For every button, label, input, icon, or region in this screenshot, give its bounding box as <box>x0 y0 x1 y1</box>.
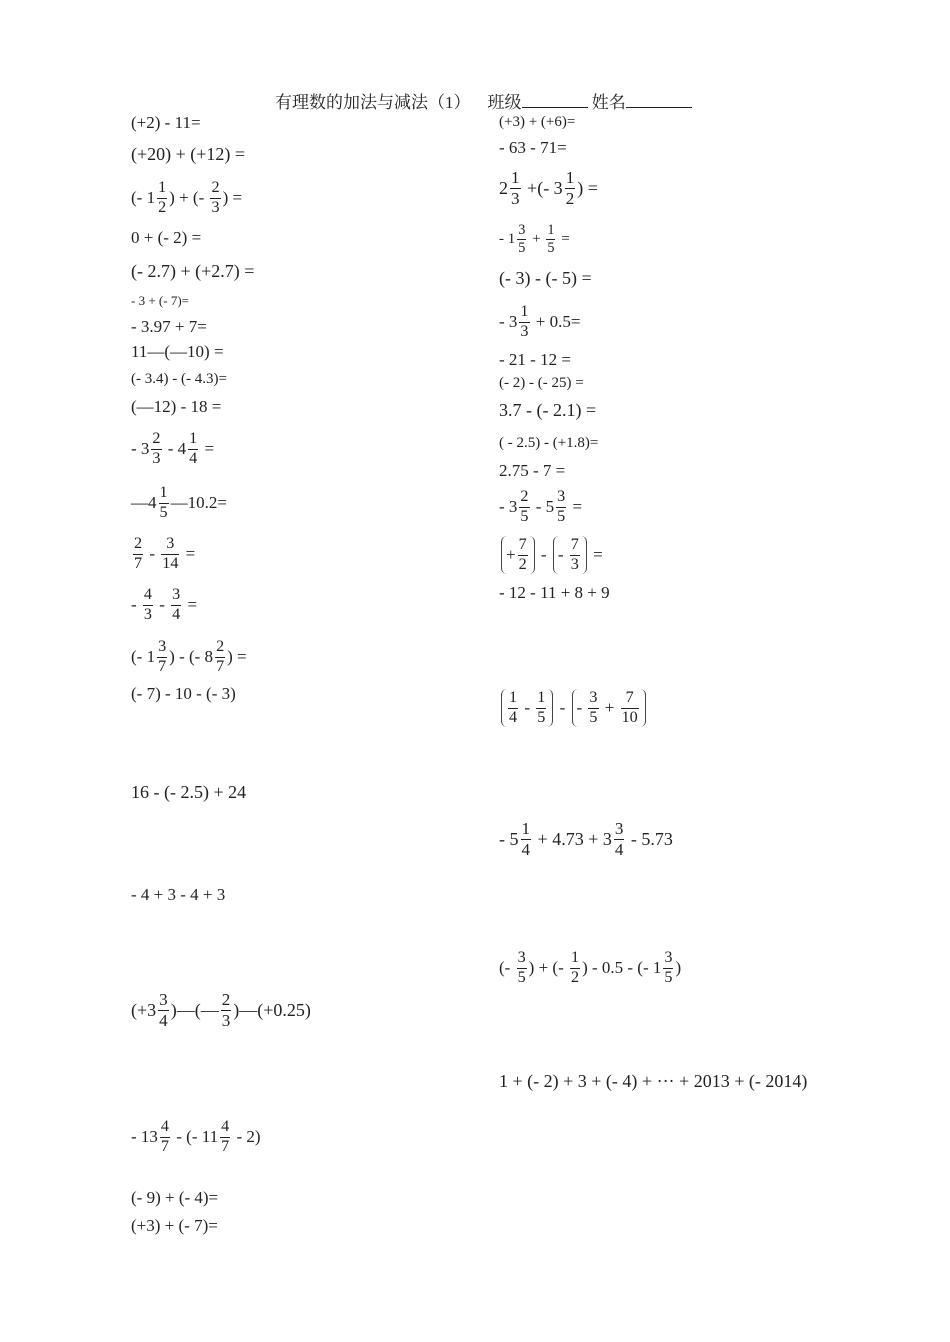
numerator: 3 <box>159 989 168 1009</box>
denominator: 5 <box>520 507 529 525</box>
numerator: 3 <box>614 818 624 838</box>
denominator: 2 <box>158 198 167 216</box>
numerator: 1 <box>570 948 580 966</box>
denominator: 7 <box>158 657 167 675</box>
expr-text: - <box>155 595 170 614</box>
denominator: 3 <box>143 605 152 623</box>
exercise <box>499 164 598 212</box>
exercise <box>499 485 582 529</box>
numerator: 7 <box>518 535 527 553</box>
exercise <box>131 342 224 362</box>
expr-text: - 1 <box>499 230 516 247</box>
expr-text: - 4 + 3 - 4 + 3 <box>131 885 226 904</box>
expr-text: ) <box>675 958 682 977</box>
fraction <box>521 820 532 859</box>
expr-text: ) + (- <box>528 958 568 977</box>
denominator: 3 <box>511 188 520 208</box>
exercise <box>499 583 610 603</box>
fraction <box>221 991 232 1030</box>
numerator: 2 <box>216 637 225 655</box>
numerator: 1 <box>509 688 518 706</box>
exercise <box>131 531 195 577</box>
denominator: 2 <box>518 555 527 573</box>
fraction <box>220 1119 230 1156</box>
exercise <box>131 480 227 526</box>
numerator: 2 <box>520 487 529 505</box>
expr-text: ) + (- <box>169 188 209 207</box>
expr-text: - 13 <box>131 1127 158 1146</box>
expr-text: - 5 <box>499 828 519 849</box>
exercise <box>131 634 247 680</box>
expr-text: + 0.5= <box>531 312 581 331</box>
denominator: 10 <box>621 708 638 726</box>
expr-text: = <box>200 439 215 458</box>
denominator: 2 <box>570 968 580 986</box>
expr-text: - 21 - 12 = <box>499 350 571 369</box>
expr-text: - 3.97 + 7= <box>131 317 207 336</box>
exercise <box>131 175 242 221</box>
fraction <box>133 536 143 573</box>
expr-text: - <box>576 698 587 717</box>
expr-text: ( - 2.5) - (+1.8)= <box>499 434 599 451</box>
expr-text: - 3 + (- 7)= <box>131 293 189 308</box>
expr-text: 2 <box>499 177 508 198</box>
fraction <box>157 180 167 217</box>
worksheet-title: 有理数的加法与减法（1） <box>275 93 471 112</box>
exercise <box>499 432 598 454</box>
exercise <box>131 143 245 165</box>
expr-text: ) = <box>222 188 243 207</box>
numerator: 1 <box>159 483 168 501</box>
exercise <box>131 781 246 803</box>
fraction <box>570 537 580 574</box>
fraction <box>160 1119 170 1156</box>
exercise <box>131 317 207 337</box>
expr-text: (- 9) + (- 4)= <box>131 1188 219 1207</box>
expr-text: - 3 <box>131 439 150 458</box>
fraction <box>143 587 153 624</box>
expr-text: (- 1 <box>131 647 156 666</box>
expr-text: ) = <box>227 647 247 666</box>
expr-text: (—12) - 18 = <box>131 397 222 416</box>
fraction <box>536 690 546 727</box>
expr-text: (- <box>499 958 515 977</box>
fraction <box>570 950 580 987</box>
numerator: 1 <box>189 429 198 447</box>
fraction <box>215 639 225 676</box>
name-blank[interactable] <box>626 92 692 108</box>
expr-text: - 4 <box>163 439 187 458</box>
numerator: 2 <box>152 429 161 447</box>
exercise <box>131 292 189 310</box>
absolute-value-group <box>572 689 646 728</box>
denominator: 4 <box>521 839 531 859</box>
expr-text: (- 7) - 10 - (- 3) <box>131 684 236 703</box>
exercise <box>131 684 236 704</box>
expr-text: - <box>520 698 535 717</box>
exercise <box>499 398 596 422</box>
expr-text: = <box>588 545 603 564</box>
denominator: 5 <box>518 239 526 256</box>
expr-text: ) - 0.5 - (- 1 <box>582 958 662 977</box>
exercise <box>131 425 214 473</box>
denominator: 14 <box>162 554 179 572</box>
expr-text: = <box>557 230 570 247</box>
expr-text: (- 3.4) - (- 4.3)= <box>131 370 227 387</box>
exercise <box>131 884 225 906</box>
exercise <box>499 350 571 370</box>
exercise <box>499 138 567 158</box>
exercise <box>499 373 584 393</box>
expr-text: —10.2= <box>170 493 227 512</box>
expr-text: - <box>555 698 570 717</box>
fraction <box>556 489 566 526</box>
expr-text: (+2) - 11= <box>131 113 201 132</box>
fraction <box>614 820 625 859</box>
exercise <box>499 531 603 579</box>
fraction <box>588 690 598 727</box>
denominator: 5 <box>589 708 598 726</box>
expr-text: (- 2.7) + (+2.7) = <box>131 260 255 281</box>
numerator: 3 <box>517 948 526 966</box>
expr-text: 16 - (- 2.5) + 24 <box>131 781 247 802</box>
exercise <box>131 397 221 417</box>
fraction <box>621 690 639 727</box>
expr-text: - (- 11 <box>172 1127 219 1146</box>
denominator: 3 <box>152 449 161 467</box>
denominator: 4 <box>509 708 518 726</box>
numerator: 3 <box>158 637 167 655</box>
exercise <box>499 461 565 481</box>
denominator: 3 <box>570 555 579 573</box>
fraction <box>151 431 161 468</box>
numerator: 3 <box>166 534 175 552</box>
denominator: 3 <box>211 198 220 216</box>
fraction <box>510 169 521 208</box>
numerator: 1 <box>537 688 546 706</box>
exercise <box>131 227 201 249</box>
denominator: 4 <box>172 605 181 623</box>
worksheet-header <box>275 88 692 113</box>
expr-text: 11—(—10) = <box>131 342 224 361</box>
expr-text: +(- 3 <box>522 177 563 198</box>
numerator: 3 <box>172 585 181 603</box>
fraction <box>161 536 179 573</box>
denominator: 5 <box>537 708 546 726</box>
expr-text: ) - (- 8 <box>169 647 214 666</box>
numerator: 1 <box>565 167 575 187</box>
numerator: 2 <box>211 178 220 196</box>
expr-text: (- 2) - (- 25) = <box>499 374 584 391</box>
expr-text: - 3 <box>499 497 518 516</box>
expr-text: = <box>183 595 198 614</box>
expr-text: (- 3) - (- 5) = <box>499 267 592 288</box>
expr-text: - <box>131 595 141 614</box>
denominator: 5 <box>547 239 555 256</box>
denominator: 3 <box>520 322 529 340</box>
fraction <box>508 690 518 727</box>
numerator: 2 <box>221 989 231 1009</box>
numerator: 1 <box>547 221 555 238</box>
expr-text: )—(— <box>170 999 219 1020</box>
exercise <box>131 1113 261 1161</box>
denominator: 7 <box>221 1137 230 1155</box>
denominator: 4 <box>614 839 624 859</box>
expr-text: - 5.73 <box>626 828 673 849</box>
exercise <box>499 266 592 290</box>
exercise <box>499 815 673 863</box>
denominator: 5 <box>159 503 168 521</box>
denominator: 5 <box>664 968 673 986</box>
numerator: 3 <box>664 948 673 966</box>
numerator: 3 <box>557 487 566 505</box>
absolute-value-group <box>553 536 587 575</box>
fraction <box>210 180 220 217</box>
exercise <box>131 112 201 134</box>
fraction <box>519 304 529 341</box>
denominator: 7 <box>160 1137 169 1155</box>
fraction <box>159 485 169 522</box>
expr-text: - 12 - 11 + 8 + 9 <box>499 583 610 602</box>
denominator: 3 <box>221 1010 231 1030</box>
numerator: 1 <box>511 167 520 187</box>
denominator: 2 <box>565 188 575 208</box>
exercise <box>131 1188 218 1208</box>
expr-text: —4 <box>131 493 157 512</box>
expr-text: (+3 <box>131 999 157 1020</box>
expr-text: (- 1 <box>131 188 156 207</box>
fraction <box>517 950 527 987</box>
expr-text: - <box>536 545 551 564</box>
numerator: 1 <box>521 818 531 838</box>
class-label: 班级 <box>487 93 522 112</box>
denominator: 7 <box>216 657 225 675</box>
exercise <box>131 1216 218 1236</box>
fraction <box>519 489 529 526</box>
exercise <box>499 217 570 261</box>
exercise <box>131 582 197 628</box>
expr-text: 0 + (- 2) = <box>131 228 202 247</box>
denominator: 5 <box>557 507 566 525</box>
exercise <box>499 684 648 732</box>
expr-text: = <box>568 497 583 516</box>
expr-text: - 2) <box>232 1127 261 1146</box>
expr-text: - 63 - 71= <box>499 138 567 157</box>
fraction <box>171 587 181 624</box>
expr-text: - <box>145 544 160 563</box>
numerator: 1 <box>158 178 167 196</box>
class-blank[interactable] <box>522 92 588 108</box>
exercise <box>131 368 227 390</box>
exercise <box>499 1069 807 1093</box>
expr-text: - 3 <box>499 312 518 331</box>
expr-text: + 4.73 + 3 <box>533 828 612 849</box>
fraction <box>157 639 167 676</box>
numerator: 2 <box>134 534 143 552</box>
expr-text: - 5 <box>531 497 555 516</box>
denominator: 4 <box>189 449 198 467</box>
fraction <box>518 537 528 574</box>
expr-text: (+20) + (+12) = <box>131 143 246 164</box>
numerator: 7 <box>625 688 634 706</box>
expr-text: (+3) + (+6)= <box>499 113 576 130</box>
expr-text: = <box>181 544 196 563</box>
fraction <box>188 431 198 468</box>
exercise <box>131 985 311 1035</box>
numerator: 4 <box>143 585 152 603</box>
fraction <box>546 223 555 256</box>
numerator: 1 <box>520 302 529 320</box>
numerator: 3 <box>589 688 598 706</box>
numerator: 4 <box>221 1117 230 1135</box>
expr-text: )—(+0.25) <box>233 999 311 1020</box>
exercise <box>499 299 580 345</box>
expr-text: - <box>557 545 568 564</box>
numerator: 7 <box>570 535 579 553</box>
exercise <box>499 112 575 132</box>
denominator: 7 <box>134 554 143 572</box>
denominator: 5 <box>517 968 526 986</box>
fraction <box>517 223 526 256</box>
expr-text: 3.7 - (- 2.1) = <box>499 399 597 420</box>
exercise <box>499 943 681 993</box>
name-label: 姓名 <box>591 93 626 112</box>
expr-text: + <box>600 698 619 717</box>
expr-text: 1 + (- 2) + 3 + (- 4) + ··· + 2013 + (- 2014) <box>499 1070 808 1091</box>
absolute-value-group <box>501 689 553 728</box>
expr-text: + <box>506 545 516 564</box>
fraction <box>158 991 169 1030</box>
expr-text: 2.75 - 7 = <box>499 461 566 480</box>
fraction <box>565 169 576 208</box>
expr-text: + <box>528 230 545 247</box>
numerator: 3 <box>518 221 526 238</box>
absolute-value-group <box>501 536 535 575</box>
fraction <box>663 950 673 987</box>
numerator: 4 <box>160 1117 169 1135</box>
denominator: 4 <box>159 1010 168 1030</box>
exercise <box>131 259 254 283</box>
expr-text: (+3) + (- 7)= <box>131 1216 218 1235</box>
expr-text: ) = <box>577 177 598 198</box>
